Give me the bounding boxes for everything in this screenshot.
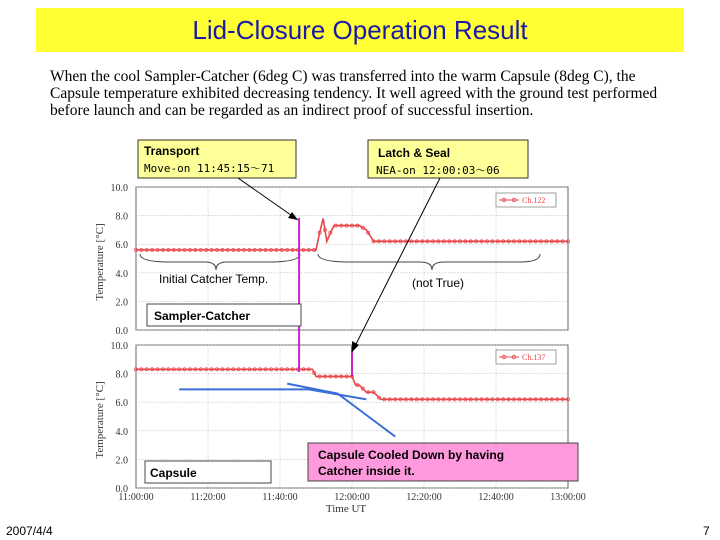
upper-y-ticks bbox=[111, 183, 129, 337]
transport-callout bbox=[138, 140, 296, 178]
footer-page-number: 7 bbox=[703, 524, 710, 538]
lower-y-axis-label: Temperature [°C] bbox=[94, 381, 106, 459]
lower-y-ticks bbox=[111, 341, 129, 495]
y-tick-label: 10.0 bbox=[110, 183, 128, 194]
slide-body-text: When the cool Sampler-Catcher (6deg C) was transferred into the warm Capsule (8deg C), the Capsule temperature exhibited decreasing tendency. It well agreed with the ground test performed before launch and can be regarded as an indirect proof of successful insertion. bbox=[50, 68, 658, 119]
cooled-down-line-1: Capsule Cooled Down by having bbox=[318, 448, 505, 462]
y-tick-label: 0.0 bbox=[115, 484, 128, 495]
x-tick-label: 11:00:00 bbox=[118, 492, 154, 503]
upper-y-axis-label: Temperature [°C] bbox=[94, 223, 106, 301]
x-tick-label: 13:00:00 bbox=[550, 492, 586, 503]
y-tick-label: 6.0 bbox=[115, 398, 128, 410]
initial-catcher-temp-label: Initial Catcher Temp. bbox=[159, 272, 269, 286]
capsule-label: Capsule bbox=[150, 466, 197, 480]
x-tick-label: 12:20:00 bbox=[406, 492, 442, 503]
y-tick-label: 8.0 bbox=[115, 369, 128, 381]
x-axis-label: Time UT bbox=[325, 503, 367, 515]
x-tick-label: 11:40:00 bbox=[262, 492, 298, 503]
cooled-down-line-2: Catcher inside it. bbox=[318, 464, 415, 478]
y-tick-label: 4.0 bbox=[115, 268, 128, 280]
not-true-label: (not True) bbox=[412, 276, 465, 290]
x-tick-label: 11:20:00 bbox=[190, 492, 226, 503]
y-tick-label: 6.0 bbox=[115, 240, 128, 252]
lower-legend-label: Ch.137 bbox=[522, 353, 546, 362]
y-tick-label: 0.0 bbox=[115, 326, 128, 337]
y-tick-label: 4.0 bbox=[115, 426, 128, 438]
transport-callout-time: Move-on 11:45:15～71 bbox=[144, 162, 275, 175]
latch-callout-title: Latch & Seal bbox=[378, 146, 451, 160]
transport-callout-title: Transport bbox=[144, 144, 200, 158]
latch-callout-time: NEA-on 12:00:03～06 bbox=[376, 164, 500, 177]
y-tick-label: 2.0 bbox=[115, 455, 128, 467]
slide-title: Lid-Closure Operation Result bbox=[192, 14, 528, 45]
upper-legend bbox=[496, 193, 556, 207]
sampler-catcher-label: Sampler-Catcher bbox=[154, 309, 251, 323]
footer-date: 2007/4/4 bbox=[6, 524, 53, 538]
x-tick-label: 12:00:00 bbox=[334, 492, 370, 503]
y-tick-label: 10.0 bbox=[110, 341, 128, 352]
latch-callout bbox=[368, 140, 528, 178]
y-tick-label: 2.0 bbox=[115, 297, 128, 309]
upper-legend-label: Ch.122 bbox=[522, 196, 546, 205]
y-tick-label: 8.0 bbox=[115, 211, 128, 223]
x-ticks bbox=[118, 492, 585, 503]
capsule-label-box bbox=[145, 461, 271, 483]
lower-legend bbox=[496, 350, 556, 364]
x-tick-label: 12:40:00 bbox=[478, 492, 514, 503]
cooled-down-callout bbox=[308, 443, 578, 481]
sampler-catcher-label-box bbox=[147, 304, 301, 326]
